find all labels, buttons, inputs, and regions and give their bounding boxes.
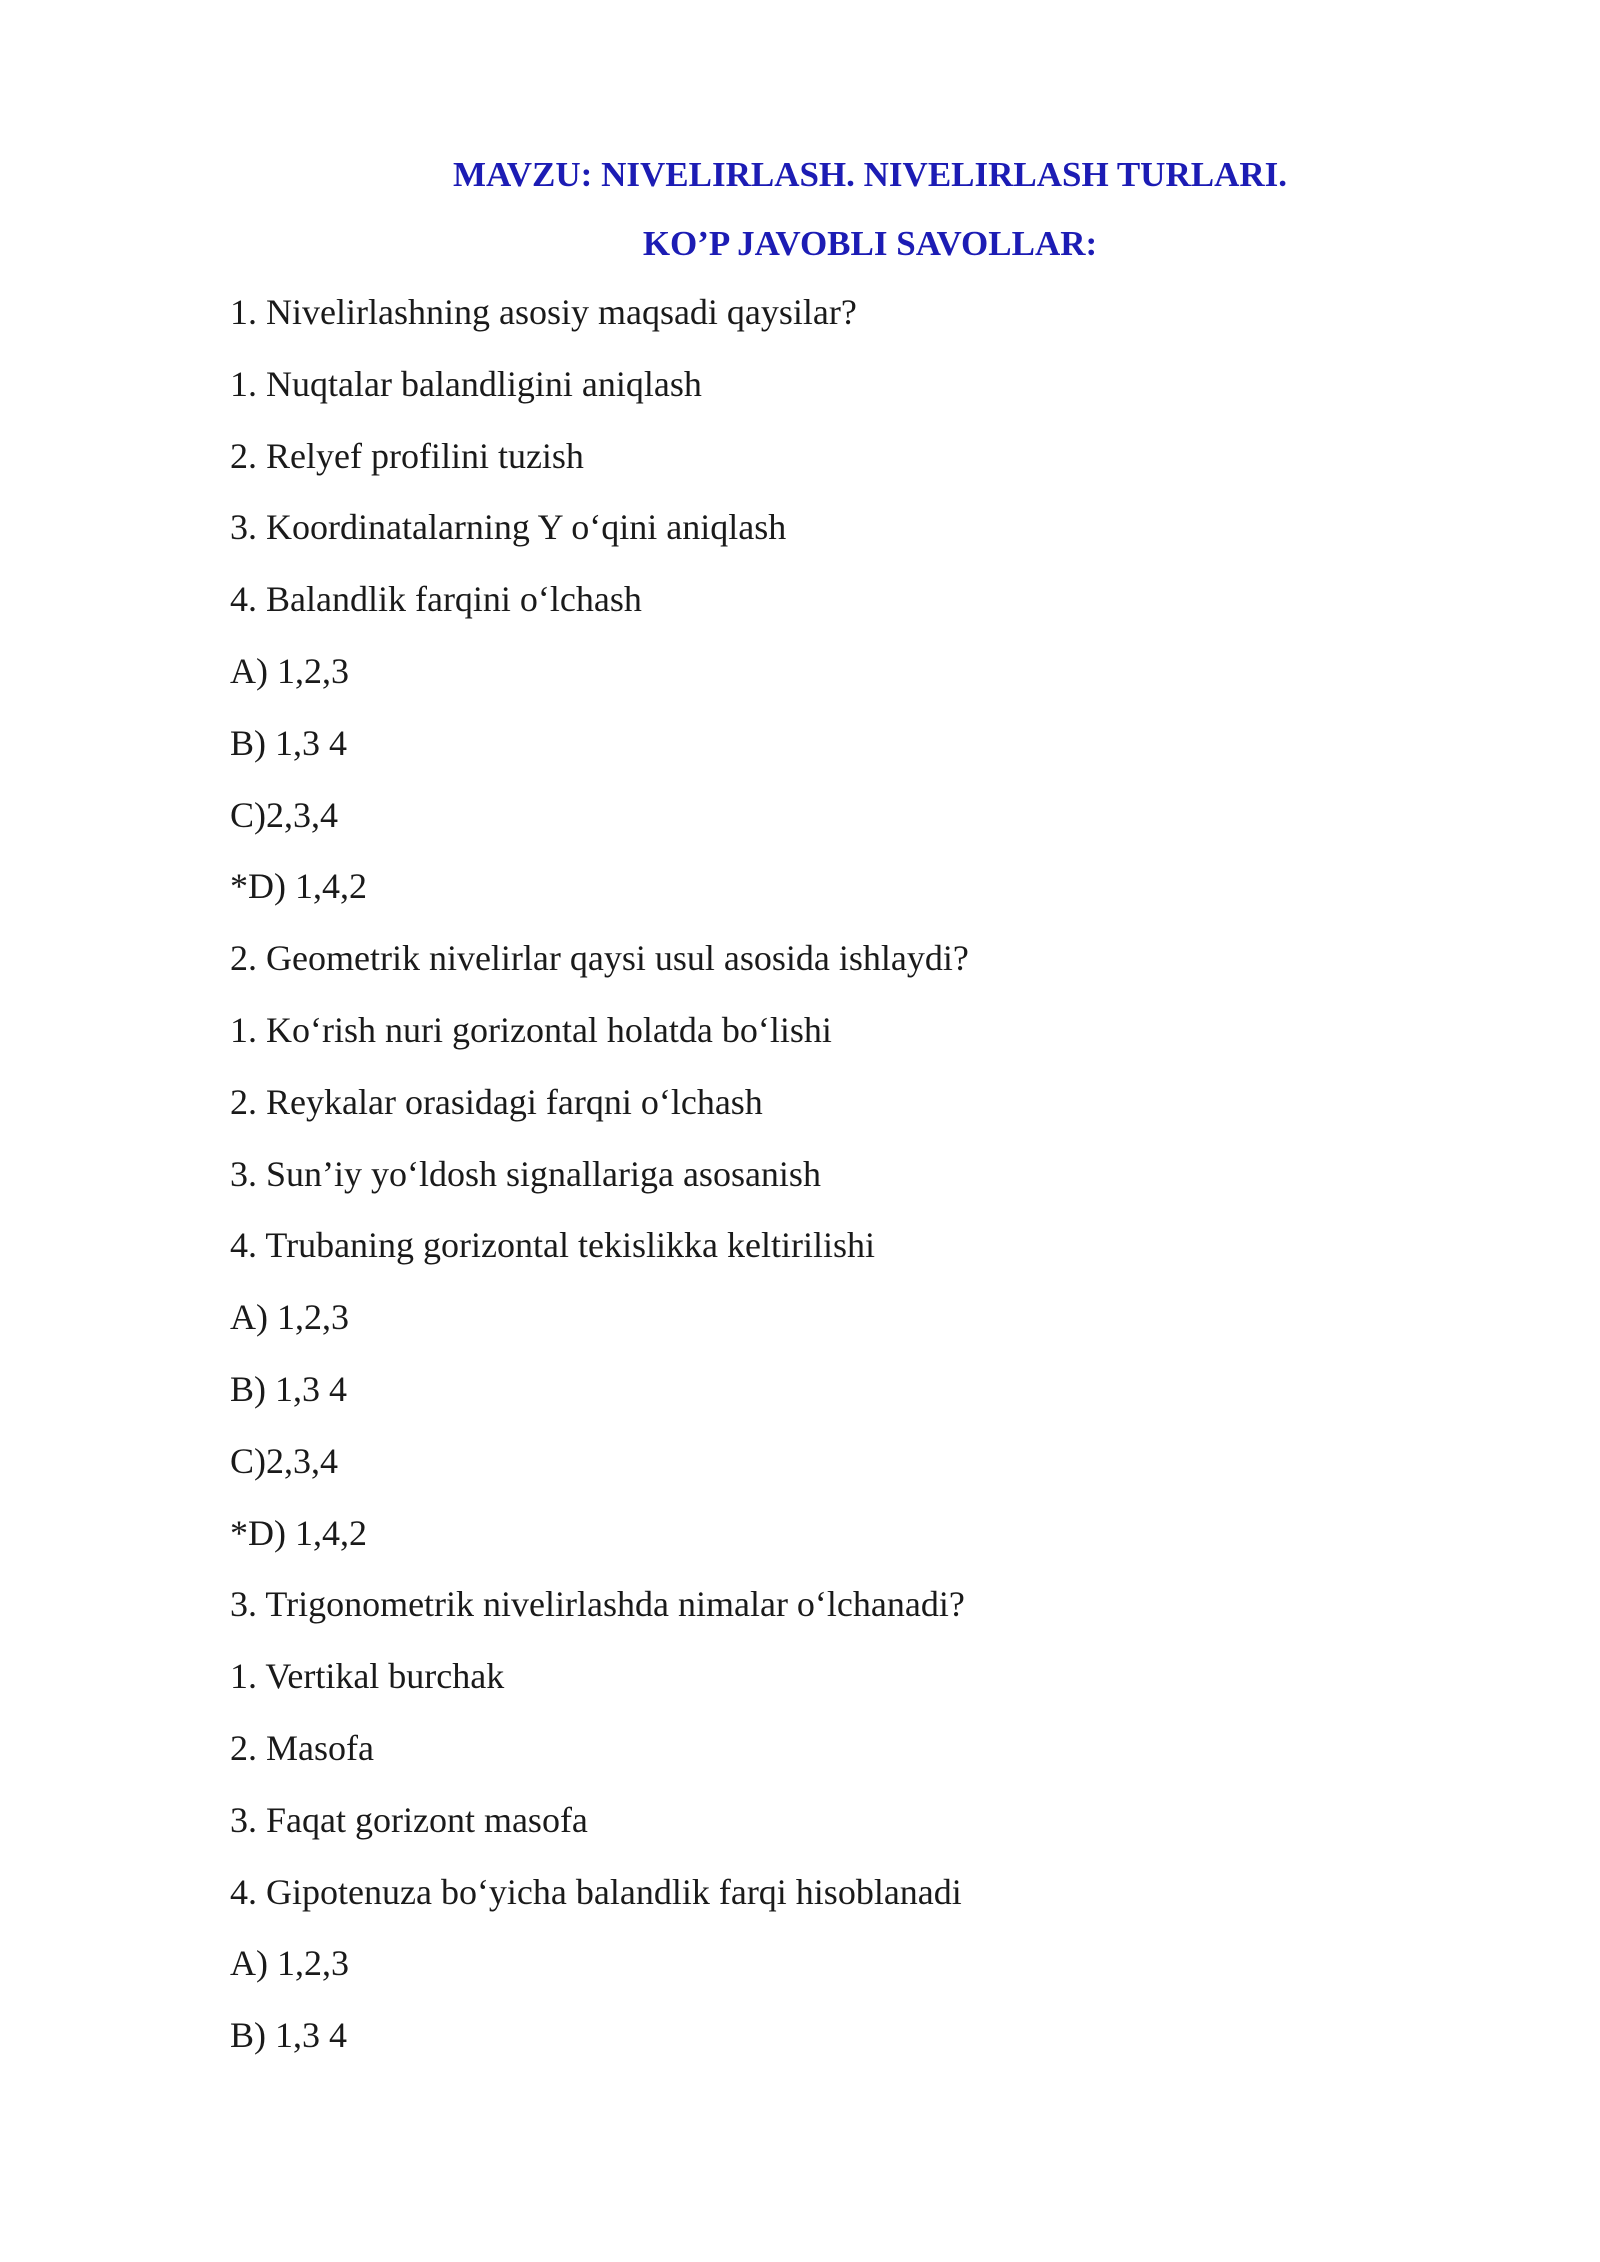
answer-option: B) 1,3 4 bbox=[230, 2015, 347, 2056]
answer-option: A) 1,2,3 bbox=[230, 650, 349, 691]
answer-option: C)2,3,4 bbox=[230, 1440, 338, 1481]
answer-option: *D) 1,4,2 bbox=[230, 1512, 367, 1553]
page-subtitle: KO’P JAVOBLI SAVOLLAR: bbox=[642, 224, 1098, 263]
answer-option: C)2,3,4 bbox=[230, 794, 338, 835]
statement-item: 2. Relyef profilini tuzish bbox=[230, 435, 584, 476]
statement-item: 3. Sun’iy yo‘ldosh signallariga asosanish bbox=[230, 1153, 821, 1194]
statement-item: 1. Nuqtalar balandligini aniqlash bbox=[230, 363, 702, 404]
page-title: MAVZU: NIVELIRLASH. NIVELIRLASH TURLARI. bbox=[452, 155, 1288, 194]
statement-item: 1. Vertikal burchak bbox=[230, 1656, 505, 1697]
statement-item: 3. Koordinatalarning Y o‘qini aniqlash bbox=[230, 507, 787, 548]
statement-item: 3. Faqat gorizont masofa bbox=[230, 1799, 588, 1840]
statement-item: 4. Trubaning gorizontal tekislikka keltirilishi bbox=[230, 1225, 875, 1266]
question-text: 3. Trigonometrik nivelirlashda nimalar o‘lchanadi? bbox=[230, 1584, 965, 1625]
statement-item: 4. Gipotenuza bo‘yicha balandlik farqi hisoblanadi bbox=[230, 1871, 962, 1912]
answer-option: A) 1,2,3 bbox=[230, 1297, 349, 1338]
answer-option: B) 1,3 4 bbox=[230, 1368, 347, 1409]
statement-item: 1. Ko‘rish nuri gorizontal holatda bo‘lishi bbox=[230, 1009, 832, 1050]
statement-item: 2. Masofa bbox=[230, 1727, 374, 1768]
question-list bbox=[230, 290, 1460, 2085]
statement-item: 2. Reykalar orasidagi farqni o‘lchash bbox=[230, 1081, 763, 1122]
answer-option: B) 1,3 4 bbox=[230, 722, 347, 763]
question-text: 1. Nivelirlashning asosiy maqsadi qaysilar? bbox=[230, 292, 857, 332]
answer-option: A) 1,2,3 bbox=[230, 1943, 349, 1984]
question-text: 2. Geometrik nivelirlar qaysi usul asosida ishlaydi? bbox=[230, 938, 969, 979]
statement-item: 4. Balandlik farqini o‘lchash bbox=[230, 579, 642, 620]
answer-option: *D) 1,4,2 bbox=[230, 866, 367, 907]
